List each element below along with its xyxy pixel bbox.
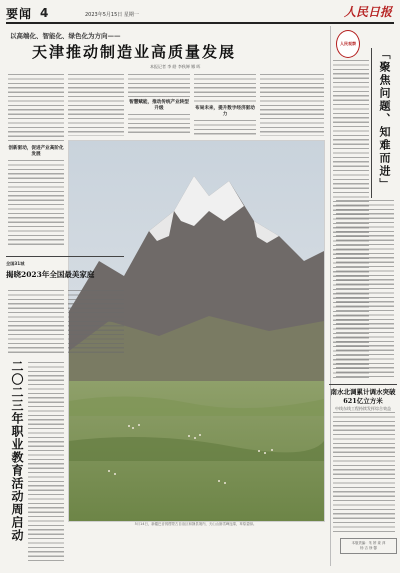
- column-text: [336, 200, 394, 380]
- column-title: 「聚焦问题、知难而进」: [371, 48, 392, 198]
- column-text-b: [336, 200, 394, 380]
- water-diversion-headline: 南水北调累计调水突破621亿立方米: [330, 388, 396, 405]
- vertical-story-text: [28, 362, 64, 562]
- page-number: 4: [40, 6, 49, 20]
- text-column-1: [8, 74, 64, 246]
- column-text: [194, 74, 256, 104]
- editor-credits-line-1: 本版责编：朱 婷 姜 萍: [351, 541, 386, 545]
- article-byline: 本报记者 李 皓 李秋婵 娜 晖: [150, 64, 201, 69]
- editor-credits: [340, 538, 397, 554]
- sidebar-story-headline: 揭晓2023年全国最美家庭: [6, 270, 95, 279]
- column-text: [68, 290, 124, 354]
- sidebar-story-kicker: 全国31城: [6, 261, 25, 266]
- sidebar-story-text: [8, 290, 64, 354]
- masthead-rule: [6, 22, 394, 24]
- column-text: [8, 290, 64, 354]
- column-text: [8, 74, 64, 144]
- masthead: [0, 0, 400, 22]
- water-diversion-subtitle: 中线东线工程持续发挥综合效益: [335, 406, 391, 411]
- column-text: [68, 74, 124, 136]
- sidebar-story-text-2: [68, 290, 124, 354]
- column-text: [333, 412, 395, 532]
- water-diversion-text: [333, 412, 395, 532]
- column-text: [8, 160, 64, 246]
- column-text: [260, 74, 324, 136]
- section-label: [6, 6, 48, 20]
- column-text: [28, 362, 64, 562]
- article-kicker: 以高端化、智能化、绿色化为方向——: [10, 32, 121, 40]
- vertical-story-headline: 二〇二三年职业教育活动周启动: [10, 360, 24, 542]
- photo-caption: 5月14日，新疆巴音郭楞蒙古自治区和静县境内，天山山脉雪峰连绵，草原碧绿。: [134, 522, 257, 526]
- newspaper-logo: 人民日报: [343, 5, 392, 19]
- text-column-2: [68, 74, 124, 136]
- text-column-4: [194, 74, 256, 136]
- text-column-5: [260, 74, 324, 136]
- column-text: [194, 120, 256, 136]
- column-text: [128, 74, 190, 98]
- text-column-3: [128, 74, 190, 136]
- subhead-1: 创新驱动，促进产业高阶化发展: [8, 146, 64, 157]
- column-text: [128, 114, 190, 136]
- water-diversion-story: [329, 384, 397, 412]
- subhead-3: 布局未来，提升数字经济驱动力: [195, 106, 255, 117]
- subhead-2: 智慧赋能，推动传统产业转型升级: [129, 100, 189, 111]
- column-badge: [336, 30, 360, 58]
- section-name: 要闻: [6, 6, 33, 21]
- column-badge-label: 人民观察: [340, 41, 356, 46]
- editor-credits-line-2: 杨 吉 徐 馨: [360, 546, 377, 550]
- article-headline: 天津推动制造业高质量发展: [32, 43, 237, 61]
- issue-date: 2023年5月15日 星期一: [85, 12, 139, 18]
- column-divider: [330, 26, 331, 566]
